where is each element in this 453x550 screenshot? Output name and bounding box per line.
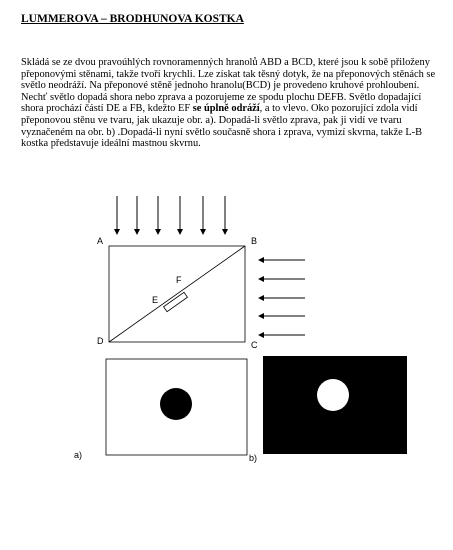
panel-b-light-spot xyxy=(317,379,349,411)
paragraph-text-2: , a to vlevo. Oko pozorující zdola vidí přeponovou stěnu ve tvaru, jak ukazuje obr. a). Dopadá-li světlo zprava, pak ji vidí ve tvaru vyznačeném na obr. b) .Dopadá-li nyní světlo současně shora i zprava, vymizí skvrna, takže L-B kostka představuje ideální mastnou skvrnu. xyxy=(21,103,423,150)
top-light-arrows xyxy=(117,196,225,234)
label-E: E xyxy=(152,295,159,305)
label-B: B xyxy=(251,236,258,246)
paragraph-bold-text: se úplně odráží xyxy=(192,103,260,115)
document-title: LUMMEROVA – BRODHUNOVA KOSTKA xyxy=(21,13,244,25)
panel-a-dark-spot xyxy=(160,388,192,420)
label-A: A xyxy=(97,236,104,246)
paragraph-text-1: Skládá se ze dvou pravoúhlých rovnoramenných hranolů ABD a BCD, které jsou k sobě přiloženy přeponovými stěnami, takže tvoří krychli. Lze získat tak těsný dotyk, že na přeponových stěnách se světlo neodráží. Na přeponové stěně jednoho hranolu(BCD) je provedeno kruhové prohloubení. Nechť světlo dopadá shora nebo zprava a pozorujeme ze spodu plochu DEFB. Světlo dopadající shora prochází částí DE a FB, kdežto EF xyxy=(21,57,436,115)
hypotenuse-face-DB xyxy=(109,246,245,342)
label-panel-a: a) xyxy=(74,450,83,460)
label-panel-b: b) xyxy=(249,453,258,463)
label-F: F xyxy=(176,275,182,285)
right-light-arrows xyxy=(259,260,305,335)
label-C: C xyxy=(251,340,258,350)
label-D: D xyxy=(97,336,104,346)
